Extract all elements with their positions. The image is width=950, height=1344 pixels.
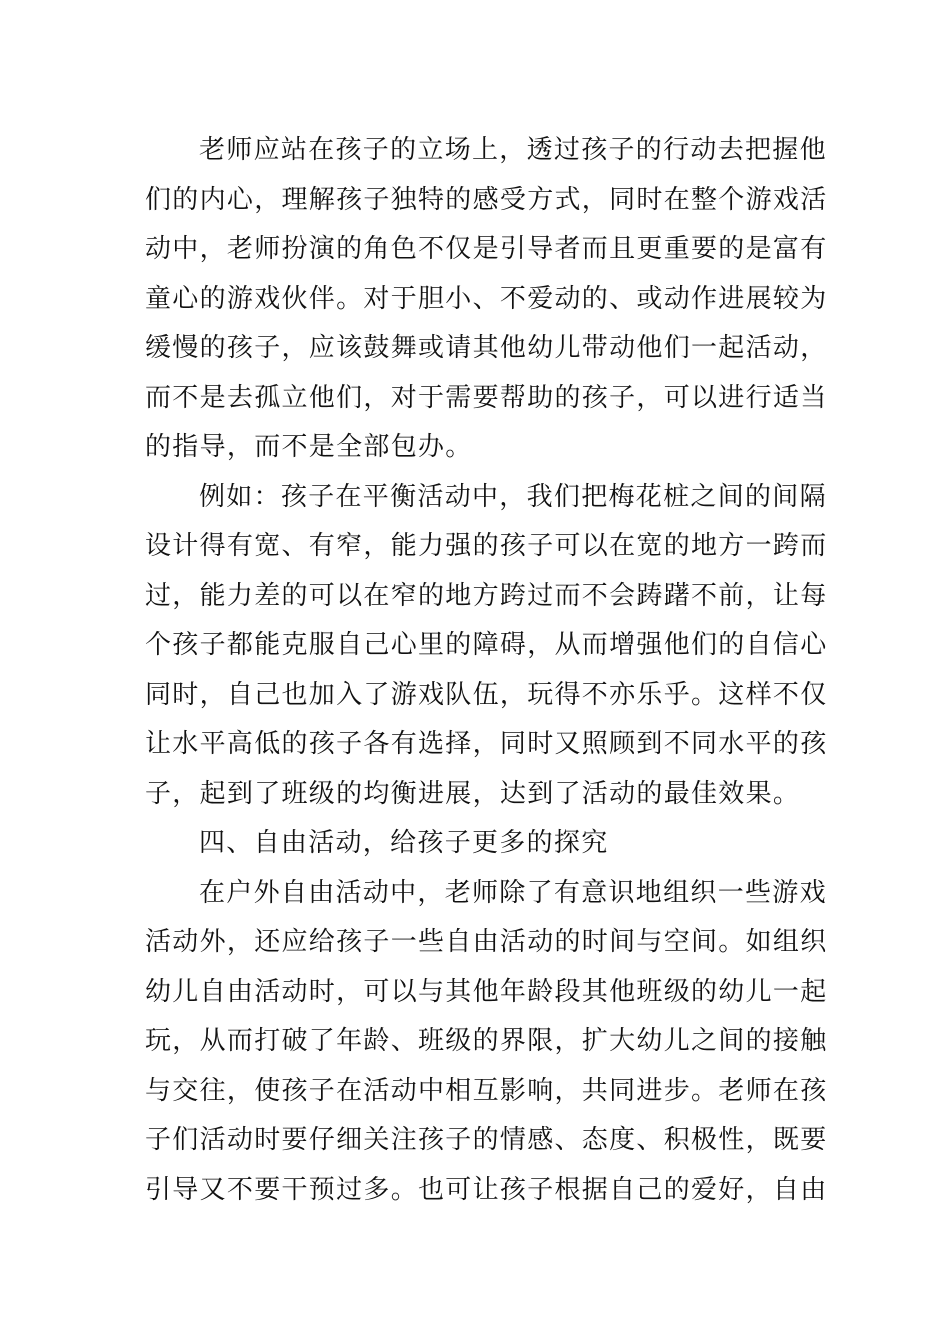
text-line: 而不是去孤立他们，对于需要帮助的孩子，可以进行适当 xyxy=(145,382,828,413)
section-heading: 四、自由活动，给孩子更多的探究 xyxy=(199,828,609,858)
text-line: 老师应站在孩子的立场上，透过孩子的行动去把握他 xyxy=(199,135,827,165)
text-line: 在户外自由活动中，老师除了有意识地组织一些游戏 xyxy=(199,877,827,908)
text-line: 引导又不要干预过多。也可让孩子根据自己的爱好，自由 xyxy=(145,1174,828,1205)
text-line: 例如：孩子在平衡活动中，我们把梅花桩之间的间隔 xyxy=(199,481,827,512)
text-line: 与交往，使孩子在活动中相互影响，共同进步。老师在孩 xyxy=(145,1075,828,1106)
document-page xyxy=(145,126,828,1215)
text-line: 让水平高低的孩子各有选择，同时又照顾到不同水平的孩 xyxy=(145,729,828,759)
text-line: 缓慢的孩子，应该鼓舞或请其他幼儿带动他们一起活动， xyxy=(145,333,828,363)
text-line: 玩，从而打破了年龄、班级的界限，扩大幼儿之间的接触 xyxy=(145,1026,828,1056)
section-heading-free-activity xyxy=(145,819,807,869)
text-line: 动中，老师扮演的角色不仅是引导者而且更重要的是富有 xyxy=(145,234,828,264)
text-line: 童心的游戏伙伴。对于胆小、不爱动的、或动作进展较为 xyxy=(145,283,828,314)
text-line: 幼儿自由活动时，可以与其他年龄段其他班级的幼儿一起 xyxy=(145,976,828,1007)
text-line: 设计得有宽、有窄，能力强的孩子可以在宽的地方一跨而 xyxy=(145,531,828,561)
text-line: 们的内心，理解孩子独特的感受方式，同时在整个游戏活 xyxy=(145,184,828,215)
text-line: 子们活动时要仔细关注孩子的情感、态度、积极性，既要 xyxy=(145,1125,828,1155)
text-line: 个孩子都能克服自己心里的障碍，从而增强他们的自信心 xyxy=(145,630,828,660)
paragraph-teacher-role xyxy=(145,126,828,473)
text-line: 的指导，而不是全部包办。 xyxy=(145,432,473,462)
paragraph-example-balance xyxy=(145,473,828,820)
paragraph-free-activity xyxy=(145,869,828,1216)
text-line: 同时，自己也加入了游戏队伍，玩得不亦乐乎。这样不仅 xyxy=(145,679,828,710)
text-line: 过，能力差的可以在窄的地方跨过而不会踌躇不前，让每 xyxy=(145,580,828,611)
text-line: 活动外，还应给孩子一些自由活动的时间与空间。如组织 xyxy=(145,927,828,957)
text-line: 子，起到了班级的均衡进展，达到了活动的最佳效果。 xyxy=(145,778,801,809)
